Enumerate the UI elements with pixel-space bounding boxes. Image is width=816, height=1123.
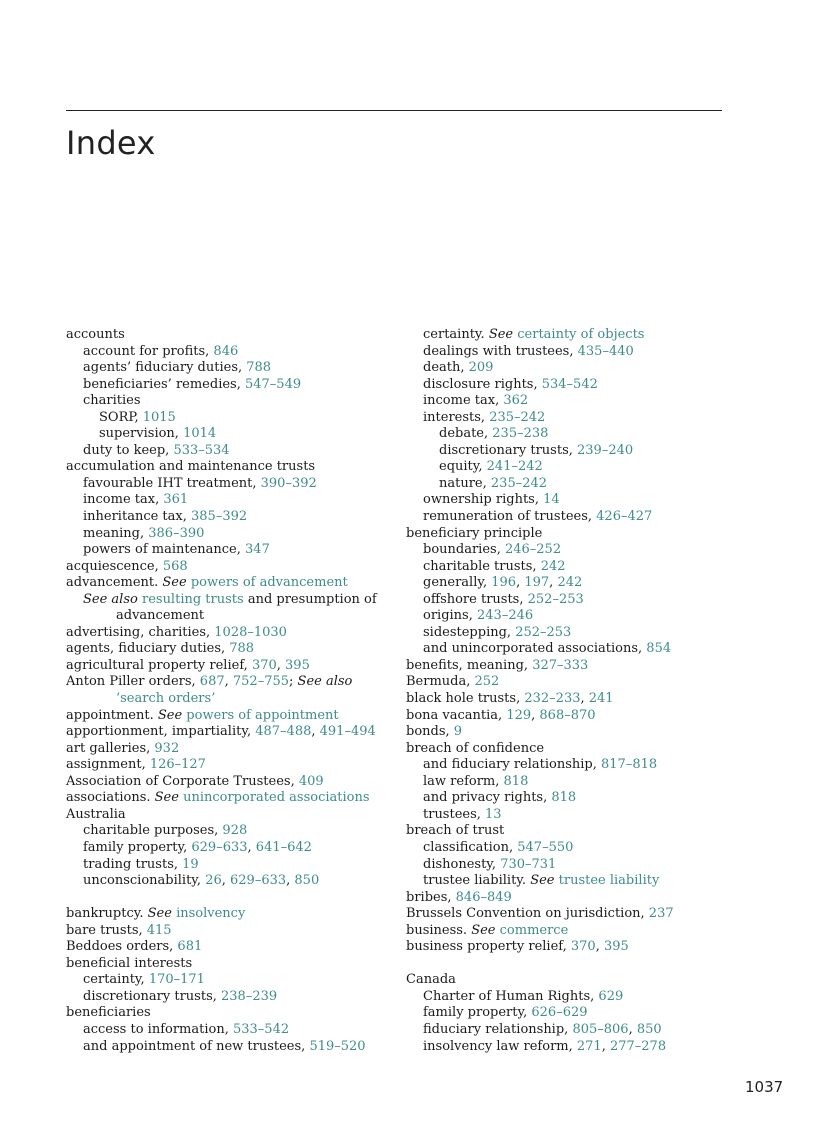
entry-text: breach of trust xyxy=(406,823,505,839)
page-reference-link[interactable]: 196 xyxy=(491,575,517,591)
page-reference-link[interactable]: resulting trusts xyxy=(141,591,244,607)
index-entry xyxy=(406,1005,746,1022)
page-reference-link[interactable]: 491–494 xyxy=(319,724,376,740)
entry-text: beneficiaries xyxy=(66,1005,151,1021)
index-entry xyxy=(66,327,401,344)
entry-text: Association of Corporate Trustees, xyxy=(66,773,299,789)
entry-text: ; xyxy=(289,674,298,690)
see-also-label: See xyxy=(157,707,183,723)
entry-text: SORP, xyxy=(99,409,143,425)
entry-text: beneficiary principle xyxy=(406,525,543,541)
index-entry xyxy=(66,708,401,725)
page-reference-link[interactable]: 752–755 xyxy=(232,674,290,690)
entry-text: meaning, xyxy=(83,525,149,541)
entry-text: advancement. xyxy=(66,575,163,591)
index-entry xyxy=(66,492,401,509)
index-entry xyxy=(406,377,746,394)
index-entry xyxy=(406,708,746,725)
see-also-label: See xyxy=(471,922,496,938)
index-entry xyxy=(66,575,401,592)
see-also-label: See also xyxy=(297,674,353,690)
entry-text: sidestepping, xyxy=(423,624,516,640)
entry-text: , xyxy=(516,575,525,591)
index-entry xyxy=(406,526,746,543)
index-entry xyxy=(406,625,746,642)
entry-text: , xyxy=(628,1021,637,1037)
page-reference-link[interactable]: 241 xyxy=(588,691,614,707)
entry-text: bare trusts, xyxy=(66,922,147,938)
page-reference-link[interactable]: 238–239 xyxy=(221,988,278,1004)
entry-text: Brussels Convention on jurisdiction, xyxy=(406,906,649,922)
page-reference-link[interactable]: 817–818 xyxy=(601,757,658,773)
index-entry xyxy=(66,1005,401,1022)
entry-text: apportionment, impartiality, xyxy=(66,724,256,740)
entry-spacer xyxy=(406,956,746,973)
page-reference-link[interactable]: 629–633 xyxy=(230,873,287,889)
index-entry xyxy=(66,674,401,691)
index-entry xyxy=(66,377,401,394)
index-entry xyxy=(406,393,746,410)
page-reference-link[interactable]: 242 xyxy=(557,575,583,591)
see-also-label: See also xyxy=(83,591,138,607)
page-reference-link[interactable]: 415 xyxy=(146,922,172,938)
page-reference-link[interactable]: 409 xyxy=(298,773,324,789)
index-entry xyxy=(406,724,746,741)
page-reference-link[interactable]: 246–252 xyxy=(504,542,562,558)
page-reference-link[interactable]: 568 xyxy=(162,558,188,574)
entry-text: boundaries, xyxy=(423,542,505,558)
entry-text: agents’ fiduciary duties, xyxy=(83,360,247,376)
index-entry xyxy=(406,509,746,526)
entry-text: associations. xyxy=(66,790,155,806)
entry-text: trading trusts, xyxy=(83,856,183,872)
page-reference-link[interactable]: 868–870 xyxy=(539,707,596,723)
index-entry xyxy=(66,542,401,559)
index-entry xyxy=(66,625,401,642)
entry-text: dealings with trustees, xyxy=(423,343,578,359)
index-entry xyxy=(66,443,401,460)
entry-text: nature, xyxy=(439,475,491,491)
entry-spacer xyxy=(66,890,401,907)
page-reference-link[interactable]: 241–242 xyxy=(486,459,543,475)
entry-text: , xyxy=(601,1038,610,1054)
entry-text: black hole trusts, xyxy=(406,691,525,707)
entry-text: , xyxy=(286,873,295,889)
page-reference-link[interactable]: 327–333 xyxy=(532,657,589,673)
page-reference-link[interactable]: 362 xyxy=(503,393,529,409)
page-reference-link[interactable]: 19 xyxy=(182,856,199,872)
entry-text: debate, xyxy=(439,426,493,442)
page-reference-link[interactable]: insolvency xyxy=(176,906,246,922)
entry-text: certainty, xyxy=(83,972,149,988)
index-entry xyxy=(406,691,746,708)
index-entry xyxy=(406,857,746,874)
page-reference-link[interactable]: 13 xyxy=(485,806,502,822)
index-entry xyxy=(406,972,746,989)
page-reference-link[interactable]: 9 xyxy=(453,724,463,740)
index-entry xyxy=(66,509,401,526)
page-reference-link[interactable]: unincorporated associations xyxy=(183,790,370,806)
see-also-label: See xyxy=(147,906,172,922)
index-entry xyxy=(406,559,746,576)
index-entry xyxy=(406,542,746,559)
entry-text: , xyxy=(549,575,558,591)
page-reference-link[interactable]: 788 xyxy=(229,641,255,657)
entry-text: trustees, xyxy=(423,806,486,822)
page-reference-link[interactable]: 928 xyxy=(222,823,248,839)
page-reference-link[interactable]: 681 xyxy=(177,939,203,955)
page-reference-link[interactable]: 347 xyxy=(245,542,270,558)
page-reference-link[interactable]: 252–253 xyxy=(527,591,584,607)
page-reference-link[interactable]: 252 xyxy=(474,674,500,690)
index-entry xyxy=(406,840,746,857)
page-reference-link[interactable]: 232–233 xyxy=(524,691,581,707)
page-reference-link[interactable]: 370 xyxy=(251,657,277,673)
index-entry xyxy=(406,641,746,658)
page-reference-link[interactable]: 533–542 xyxy=(232,1021,290,1037)
index-entry xyxy=(406,1022,746,1039)
index-entry xyxy=(66,459,401,476)
index-entry xyxy=(66,1022,401,1039)
entry-text: interests, xyxy=(423,409,490,425)
entry-text: beneficial interests xyxy=(66,955,193,971)
page-reference-link[interactable]: 129 xyxy=(506,707,532,723)
index-entry xyxy=(66,939,401,956)
entry-text: unconscionability, xyxy=(83,873,206,889)
page-reference-link[interactable]: 1028–1030 xyxy=(214,624,287,640)
page-reference-link[interactable]: 395 xyxy=(603,939,629,955)
index-entry xyxy=(66,608,401,625)
entry-text: death, xyxy=(423,360,469,376)
entry-text: fiduciary relationship, xyxy=(423,1021,573,1037)
entry-text: origins, xyxy=(423,608,477,624)
index-entry xyxy=(66,426,401,443)
index-entry xyxy=(66,972,401,989)
index-entry xyxy=(66,1039,401,1056)
entry-text: generally, xyxy=(423,575,492,591)
index-entry xyxy=(406,741,746,758)
index-entry xyxy=(66,410,401,427)
index-entry xyxy=(406,790,746,807)
page-reference-link[interactable]: 805–806 xyxy=(572,1021,629,1037)
page-reference-link[interactable]: 487–488 xyxy=(255,724,312,740)
index-entry xyxy=(66,989,401,1006)
entry-text: accumulation and maintenance trusts xyxy=(66,459,316,475)
entry-text: Canada xyxy=(406,972,456,988)
index-entry xyxy=(406,360,746,377)
entry-text: , xyxy=(247,839,256,855)
page-reference-link[interactable]: powers of advancement xyxy=(190,575,348,591)
entry-text: and appointment of new trustees, xyxy=(83,1038,310,1054)
index-entry xyxy=(66,774,401,791)
index-entry xyxy=(406,1039,746,1056)
page-reference-link[interactable]: 850 xyxy=(636,1021,662,1037)
entry-text: disclosure rights, xyxy=(423,376,542,392)
page-number: 1037 xyxy=(745,1078,784,1096)
entry-text: dishonesty, xyxy=(423,856,501,872)
page-reference-link[interactable]: certainty of objects xyxy=(517,327,645,342)
see-also-label: See xyxy=(154,790,179,806)
index-entry xyxy=(66,559,401,576)
index-entry xyxy=(406,443,746,460)
page-reference-link[interactable]: 209 xyxy=(468,360,494,376)
page-reference-link[interactable]: 629 xyxy=(598,988,624,1004)
entry-text: charities xyxy=(83,393,141,409)
entry-text: discretionary trusts, xyxy=(439,442,578,458)
entry-text: Australia xyxy=(66,806,126,822)
index-entry xyxy=(406,492,746,509)
page-reference-link[interactable]: 235–242 xyxy=(490,475,548,491)
page-reference-link[interactable]: commerce xyxy=(499,922,569,938)
entry-text: , xyxy=(595,939,604,955)
index-entry xyxy=(406,807,746,824)
page-reference-link[interactable]: 534–542 xyxy=(541,376,598,392)
entry-text: duty to keep, xyxy=(83,442,174,458)
page-reference-link[interactable]: ‘search orders’ xyxy=(116,691,216,707)
entry-text: agents, fiduciary duties, xyxy=(66,641,230,657)
page-reference-link[interactable]: 252–253 xyxy=(515,624,572,640)
entry-text: , xyxy=(311,724,320,740)
page-reference-link[interactable]: 395 xyxy=(285,657,310,673)
page-reference-link[interactable]: 235–242 xyxy=(489,409,546,425)
entry-text: family property, xyxy=(423,1005,532,1021)
index-entry xyxy=(406,774,746,791)
page-reference-link[interactable]: 788 xyxy=(246,360,272,376)
entry-text: and unincorporated associations, xyxy=(423,641,647,657)
entry-text: classification, xyxy=(423,839,518,855)
index-entry xyxy=(66,641,401,658)
page-reference-link[interactable]: 271 xyxy=(576,1038,602,1054)
index-entry xyxy=(66,526,401,543)
index-entry xyxy=(66,857,401,874)
entry-text: advertising, charities, xyxy=(66,624,215,640)
entry-text: access to information, xyxy=(83,1021,233,1037)
index-entry xyxy=(406,592,746,609)
page-reference-link[interactable]: powers of appointment xyxy=(186,707,339,723)
index-entry xyxy=(406,575,746,592)
index-entry xyxy=(66,840,401,857)
entry-text: appointment. xyxy=(66,707,158,723)
index-entry xyxy=(66,906,401,923)
entry-text: and presumption of xyxy=(243,591,377,607)
entry-text: breach of confidence xyxy=(406,740,545,756)
index-entry xyxy=(66,873,401,890)
page-reference-link[interactable]: 1015 xyxy=(142,409,176,425)
index-entry xyxy=(406,906,746,923)
entry-text: Bermuda, xyxy=(406,674,475,690)
page-reference-link[interactable]: 846–849 xyxy=(455,889,512,905)
page-reference-link[interactable]: 519–520 xyxy=(309,1038,366,1054)
entry-text: and privacy rights, xyxy=(423,790,552,806)
index-entry xyxy=(406,823,746,840)
page-reference-link[interactable]: 237 xyxy=(648,906,674,922)
entry-text: bribes, xyxy=(406,889,456,905)
entry-text: account for profits, xyxy=(83,343,214,359)
entry-text: accounts xyxy=(66,327,125,342)
entry-text: supervision, xyxy=(99,426,184,442)
entry-text: insolvency law reform, xyxy=(423,1038,577,1054)
entry-text: business. xyxy=(406,922,472,938)
entry-text: bankruptcy. xyxy=(66,906,148,922)
page-reference-link[interactable]: 242 xyxy=(540,558,566,574)
entry-text: art galleries, xyxy=(66,740,155,756)
entry-text: Anton Piller orders, xyxy=(66,674,200,690)
entry-text: , xyxy=(221,873,230,889)
index-entry xyxy=(66,807,401,824)
index-entry xyxy=(66,344,401,361)
index-entry xyxy=(406,873,746,890)
page-reference-link[interactable]: 370 xyxy=(570,939,596,955)
entry-text: , xyxy=(580,691,589,707)
page-reference-link[interactable]: 239–240 xyxy=(577,442,634,458)
index-column-right xyxy=(406,327,746,1055)
index-entry xyxy=(66,476,401,493)
entry-text: discretionary trusts, xyxy=(83,988,222,1004)
page-reference-link[interactable]: 385–392 xyxy=(191,509,248,525)
index-entry xyxy=(406,410,746,427)
page-reference-link[interactable]: 626–629 xyxy=(531,1005,588,1021)
entry-text: benefits, meaning, xyxy=(406,657,533,673)
page-title: Index xyxy=(66,124,156,162)
index-entry xyxy=(66,724,401,741)
page-reference-link[interactable]: 641–642 xyxy=(255,839,312,855)
page-reference-link[interactable]: 426–427 xyxy=(596,509,653,525)
entry-text: family property, xyxy=(83,839,192,855)
page-reference-link[interactable]: 818 xyxy=(503,773,529,789)
index-entry xyxy=(406,459,746,476)
page-reference-link[interactable]: 14 xyxy=(543,492,560,508)
entry-text: , xyxy=(531,707,540,723)
page-reference-link[interactable]: 687 xyxy=(199,674,225,690)
page-reference-link[interactable]: 386–390 xyxy=(148,525,205,541)
page-reference-link[interactable]: 243–246 xyxy=(477,608,534,624)
entry-text: , xyxy=(276,657,286,673)
index-entry xyxy=(406,939,746,956)
page-reference-link[interactable]: 435–440 xyxy=(577,343,634,359)
entry-text: ownership rights, xyxy=(423,492,544,508)
index-entry xyxy=(406,327,746,344)
page-reference-link[interactable]: 629–633 xyxy=(191,839,248,855)
page-reference-link[interactable]: 547–550 xyxy=(517,839,574,855)
entry-text: charitable trusts, xyxy=(423,558,541,574)
entry-text: advancement xyxy=(116,608,205,624)
entry-text: remuneration of trustees, xyxy=(423,509,597,525)
index-entry xyxy=(66,741,401,758)
page-reference-link[interactable]: 170–171 xyxy=(148,972,205,988)
entry-text: , xyxy=(224,674,233,690)
index-entry xyxy=(66,923,401,940)
entry-text: bona vacantia, xyxy=(406,707,507,723)
entry-text: equity, xyxy=(439,459,487,475)
entry-text: charitable purposes, xyxy=(83,823,223,839)
header-rule xyxy=(66,110,722,111)
entry-text: beneficiaries’ remedies, xyxy=(83,376,245,392)
entry-text: and fiduciary relationship, xyxy=(423,757,602,773)
index-entry xyxy=(66,790,401,807)
entry-text: law reform, xyxy=(423,773,504,789)
index-entry xyxy=(66,360,401,377)
entry-text: business property relief, xyxy=(406,939,571,955)
index-entry xyxy=(66,757,401,774)
see-also-label: See xyxy=(530,873,555,889)
index-entry xyxy=(66,956,401,973)
page-reference-link[interactable]: 361 xyxy=(163,492,189,508)
index-entry xyxy=(66,691,401,708)
entry-text: Beddoes orders, xyxy=(66,939,178,955)
page-reference-link[interactable]: 846 xyxy=(213,343,239,359)
page-reference-link[interactable]: 854 xyxy=(646,641,672,657)
page-reference-link[interactable]: 277–278 xyxy=(609,1038,667,1054)
see-also-label: See xyxy=(488,327,514,342)
index-entry xyxy=(406,989,746,1006)
index-entry xyxy=(406,426,746,443)
page-reference-link[interactable]: 235–238 xyxy=(492,426,549,442)
entry-text: favourable IHT treatment, xyxy=(83,475,261,491)
entry-text: income tax, xyxy=(423,393,504,409)
index-entry xyxy=(406,923,746,940)
entry-text: assignment, xyxy=(66,757,150,773)
index-entry xyxy=(406,608,746,625)
page-reference-link[interactable]: 818 xyxy=(551,790,577,806)
page-reference-link[interactable]: 26 xyxy=(205,873,222,889)
index-entry xyxy=(66,393,401,410)
entry-text: inheritance tax, xyxy=(83,509,191,525)
entry-text: acquiescence, xyxy=(66,558,163,574)
see-also-label: See xyxy=(162,575,187,591)
index-entry xyxy=(406,890,746,907)
page-reference-link[interactable]: 390–392 xyxy=(260,475,317,491)
page-reference-link[interactable]: 850 xyxy=(294,873,320,889)
index-entry xyxy=(406,674,746,691)
entry-text: income tax, xyxy=(83,492,164,508)
entry-text: certainty. xyxy=(423,327,489,342)
index-entry xyxy=(406,757,746,774)
entry-text: powers of maintenance, xyxy=(83,542,246,558)
index-entry xyxy=(66,823,401,840)
index-entry xyxy=(406,344,746,361)
entry-text: Charter of Human Rights, xyxy=(423,988,599,1004)
page-reference-link[interactable]: 932 xyxy=(154,740,180,756)
page-reference-link[interactable]: 547–549 xyxy=(244,376,302,392)
index-entry xyxy=(66,592,401,609)
page-reference-link[interactable]: 533–534 xyxy=(173,442,230,458)
page-reference-link[interactable]: 1014 xyxy=(183,426,217,442)
index-entry xyxy=(406,476,746,493)
page-reference-link[interactable]: 197 xyxy=(524,575,550,591)
index-entry xyxy=(406,658,746,675)
page-reference-link[interactable]: trustee liability xyxy=(558,873,660,889)
entry-text: bonds, xyxy=(406,724,454,740)
entry-text: trustee liability. xyxy=(423,873,531,889)
page-reference-link[interactable]: 126–127 xyxy=(149,757,206,773)
page-reference-link[interactable]: 730–731 xyxy=(500,856,557,872)
index-column-left xyxy=(66,327,401,1055)
entry-text: agricultural property relief, xyxy=(66,657,252,673)
entry-text: offshore trusts, xyxy=(423,591,528,607)
index-entry xyxy=(66,658,401,675)
